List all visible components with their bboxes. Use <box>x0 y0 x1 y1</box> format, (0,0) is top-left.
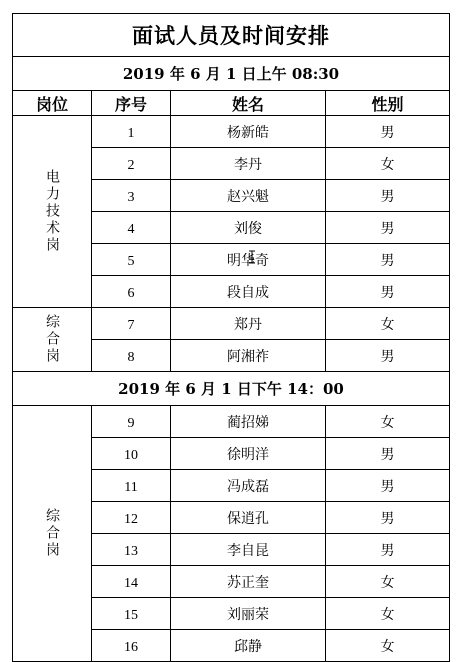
seq-cell: 16 <box>92 630 171 662</box>
gender-cell: 女 <box>326 598 450 630</box>
name-cell: 郑丹 <box>171 308 326 340</box>
name-cell: 邱静 <box>171 630 326 662</box>
table-row <box>13 308 450 340</box>
seq-cell: 2 <box>92 148 171 180</box>
name-cell: 保逍孔 <box>171 502 326 534</box>
document-sheet <box>12 13 449 662</box>
seq-cell: 7 <box>92 308 171 340</box>
session-time: 2019 年 6 月 1 日上午 08:30 <box>13 57 450 91</box>
gender-cell: 女 <box>326 566 450 598</box>
session-time: 2019 年 6 月 1 日下午 14：00 <box>13 372 450 406</box>
name-cell: 苏正奎 <box>171 566 326 598</box>
gender-cell: 女 <box>326 630 450 662</box>
gender-cell: 女 <box>326 406 450 438</box>
seq-cell: 1 <box>92 116 171 148</box>
header-seq: 序号 <box>92 91 171 116</box>
position-label: 电力技术岗 <box>44 169 60 254</box>
header-name: 姓名 <box>171 91 326 116</box>
name-cell: 李丹 <box>171 148 326 180</box>
document-title: 面试人员及时间安排 <box>13 14 450 57</box>
gender-cell: 女 <box>326 148 450 180</box>
seq-cell: 6 <box>92 276 171 308</box>
header-gender: 性别 <box>326 91 450 116</box>
name-cell: 段自成 <box>171 276 326 308</box>
position-cell <box>13 406 92 662</box>
schedule-table <box>12 13 450 662</box>
position-cell-wrap <box>13 169 91 254</box>
seq-cell: 3 <box>92 180 171 212</box>
seq-cell: 10 <box>92 438 171 470</box>
header-position: 岗位 <box>13 91 92 116</box>
position-cell-wrap <box>13 314 91 365</box>
gender-cell: 男 <box>326 244 450 276</box>
seq-cell: 11 <box>92 470 171 502</box>
gender-cell: 女 <box>326 308 450 340</box>
gender-cell: 男 <box>326 534 450 566</box>
name-cell: 刘丽荣 <box>171 598 326 630</box>
table-row <box>13 116 450 148</box>
position-cell <box>13 308 92 372</box>
name-cell: 冯成磊 <box>171 470 326 502</box>
seq-cell: 8 <box>92 340 171 372</box>
name-cell: 刘俊 <box>171 212 326 244</box>
seq-cell: 15 <box>92 598 171 630</box>
seq-cell: 9 <box>92 406 171 438</box>
seq-cell: 14 <box>92 566 171 598</box>
name-cell: 赵兴魁 <box>171 180 326 212</box>
gender-cell: 男 <box>326 470 450 502</box>
position-cell-wrap <box>13 508 91 559</box>
gender-cell: 男 <box>326 180 450 212</box>
text-cursor-icon <box>248 250 256 264</box>
seq-cell: 12 <box>92 502 171 534</box>
name-cell: 蔺招娣 <box>171 406 326 438</box>
table-row <box>13 406 450 438</box>
name-cell: 徐明洋 <box>171 438 326 470</box>
gender-cell: 男 <box>326 212 450 244</box>
position-label: 综合岗 <box>44 508 60 559</box>
schedule-table-body <box>13 14 450 662</box>
name-cell: 李自昆 <box>171 534 326 566</box>
gender-cell: 男 <box>326 276 450 308</box>
position-cell <box>13 116 92 308</box>
position-label: 综合岗 <box>44 314 60 365</box>
seq-cell: 13 <box>92 534 171 566</box>
gender-cell: 男 <box>326 340 450 372</box>
name-cell: 杨新皓 <box>171 116 326 148</box>
seq-cell: 5 <box>92 244 171 276</box>
table-header-row <box>13 91 450 116</box>
name-cell: 阿湘祚 <box>171 340 326 372</box>
name-cell: 明华奇 <box>171 244 326 276</box>
gender-cell: 男 <box>326 438 450 470</box>
seq-cell: 4 <box>92 212 171 244</box>
gender-cell: 男 <box>326 116 450 148</box>
gender-cell: 男 <box>326 502 450 534</box>
